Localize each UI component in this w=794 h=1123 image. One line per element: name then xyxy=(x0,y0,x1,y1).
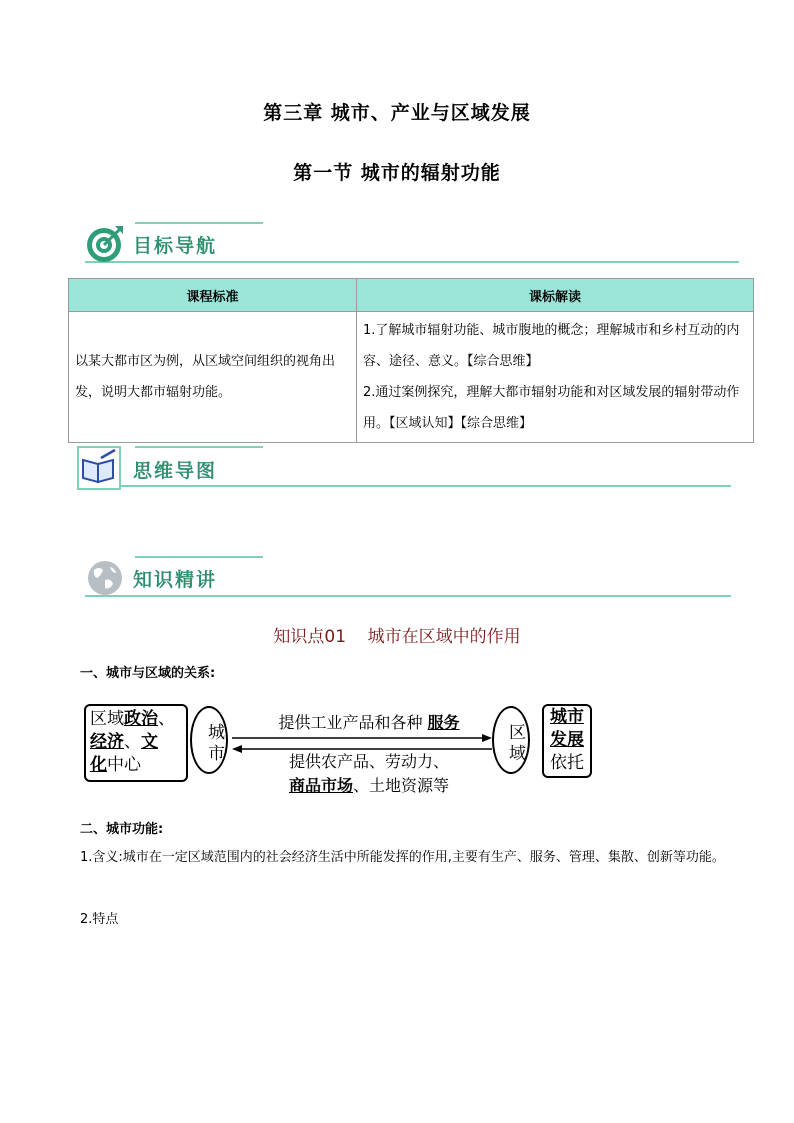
banner-base-line xyxy=(77,485,731,487)
left-box-bold-culture: 化 xyxy=(90,755,107,775)
section-title: 第一节 城市的辐射功能 xyxy=(293,162,501,184)
features-label: 2.特点 xyxy=(80,912,119,927)
bottom-arrow-label xyxy=(244,750,494,798)
goal-banner xyxy=(85,222,741,268)
knowledge-point-title: 知识点01 城市在区域中的作用 xyxy=(273,627,521,647)
mindmap-banner xyxy=(77,446,725,492)
right-box-city: 城市 xyxy=(550,707,584,727)
banner-top-line xyxy=(135,446,263,448)
table-row xyxy=(69,312,754,443)
top-arrow-bold: 服务 xyxy=(427,713,460,732)
section1-heading: 一、城市与区域的关系: xyxy=(80,666,216,681)
bottom-arrow-line2 xyxy=(244,774,494,798)
bottom-arrow-line1: 提供农产品、劳动力、 xyxy=(288,752,449,771)
right-box-develop: 发展 xyxy=(550,730,584,750)
left-box-sep: 、 xyxy=(124,732,141,752)
chapter-title: 第三章 城市、产业与区域发展 xyxy=(263,102,531,124)
region-ellipse: 区域 xyxy=(492,706,530,774)
interpretation-item-1: 1.了解城市辐射功能、城市腹地的概念；理解城市和乡村互动的内容、途径、意义。【综合思维】 xyxy=(363,323,740,369)
left-box-bold-economy: 经济 xyxy=(90,732,124,752)
knowledge-banner xyxy=(85,556,733,602)
header-standard: 课程标准 xyxy=(69,279,357,312)
standard-cell: 以某大都市区为例，从区域空间组织的视角出发，说明大都市辐射功能。 xyxy=(69,312,357,443)
globe-icon xyxy=(85,558,125,598)
interpretation-cell xyxy=(357,312,754,443)
right-box xyxy=(542,704,592,778)
left-box-bold-politics: 政治 xyxy=(124,709,158,729)
city-region-diagram xyxy=(84,700,594,800)
bottom-arrow-tail: 、土地资源等 xyxy=(353,776,450,795)
banner-top-line xyxy=(135,222,263,224)
table-header-row xyxy=(69,279,754,312)
right-box-rely: 依托 xyxy=(550,753,584,773)
mindmap-banner-label: 思维导图 xyxy=(133,460,218,482)
left-box-bold-culture: 文 xyxy=(141,732,158,752)
knowledge-banner-label: 知识精讲 xyxy=(133,569,218,591)
left-box-text: 区域 xyxy=(90,709,124,729)
banner-top-line xyxy=(135,556,263,558)
definition-paragraph: 1.含义:城市在一定区域范围内的社会经济生活中所能发挥的作用,主要有生产、服务、管理、集散、创新等功能。 xyxy=(80,850,725,865)
standards-table xyxy=(68,278,754,443)
goal-banner-label: 目标导航 xyxy=(133,235,218,257)
top-arrow-label xyxy=(244,710,494,733)
left-box xyxy=(84,704,188,782)
target-icon xyxy=(85,224,125,264)
book-icon xyxy=(77,446,121,490)
bottom-arrow-bold: 商品市场 xyxy=(288,776,353,795)
interpretation-item-2: 2.通过案例探究，理解大都市辐射功能和对区域发展的辐射带动作用。【区域认知】【综合思维】 xyxy=(363,385,740,431)
header-interpretation: 课标解读 xyxy=(357,279,754,312)
left-box-sep: 、 xyxy=(158,709,175,729)
top-arrow-text: 提供工业产品和各种 xyxy=(278,713,423,732)
left-box-text: 中心 xyxy=(107,755,141,775)
banner-base-line xyxy=(85,261,739,263)
city-ellipse: 城市 xyxy=(190,706,228,774)
section2-heading: 二、城市功能: xyxy=(80,822,164,837)
banner-base-line xyxy=(85,595,731,597)
